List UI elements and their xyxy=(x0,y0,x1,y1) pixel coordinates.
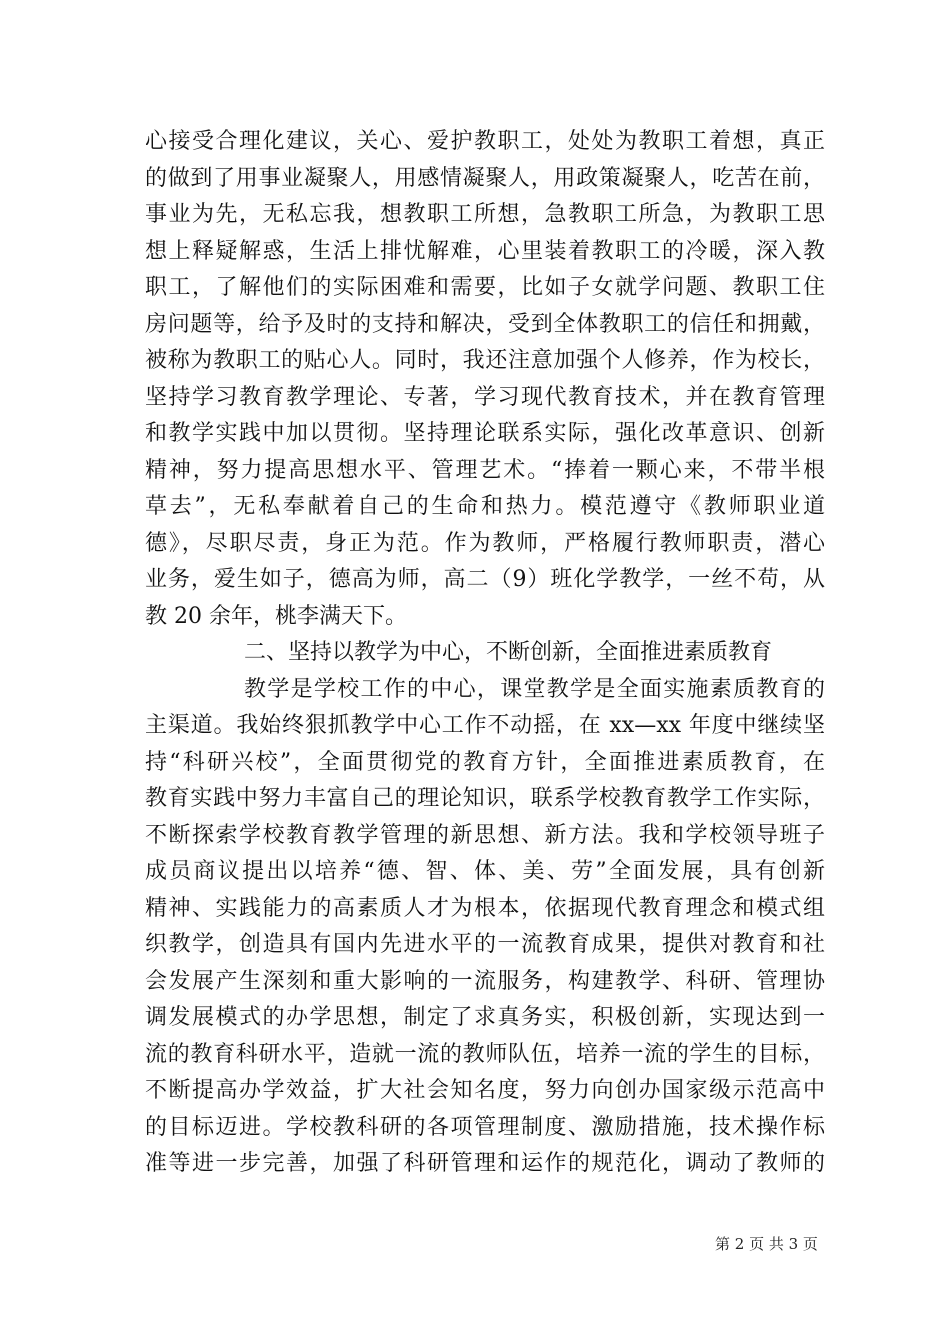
paragraph-line: 的目标迈进。学校教科研的各项管理制度、激励措施，技术操作标 xyxy=(145,1115,825,1140)
paragraph-line: 房问题等，给予及时的支持和解决，受到全体教职工的信任和拥戴， xyxy=(145,312,825,337)
paragraph-line: 主渠道。我始终狠抓教学中心工作不动摇，在 xx—xx 年度中继续坚 xyxy=(145,713,825,738)
paragraph-line: 教育实践中努力丰富自己的理论知识，联系学校教育教学工作实际， xyxy=(145,786,825,811)
paragraph-line: 精神、实践能力的高素质人才为根本，依据现代教育理念和模式组 xyxy=(145,896,825,921)
paragraph-line: 不断探索学校教育教学管理的新思想、新方法。我和学校领导班子 xyxy=(145,823,825,848)
paragraph-line: 的做到了用事业凝聚人，用感情凝聚人，用政策凝聚人，吃苦在前， xyxy=(145,166,825,191)
paragraph-line: 坚持学习教育教学理论、专著，学习现代教育技术，并在教育管理 xyxy=(145,385,825,410)
paragraph-line: 调发展模式的办学思想，制定了求真务实，积极创新，实现达到一 xyxy=(145,1005,825,1030)
paragraph-line: 业务，爱生如子，德高为师，高二（9）班化学教学，一丝不苟，从 xyxy=(145,567,825,592)
paragraph-line: 草去”，无私奉献着自己的生命和热力。模范遵守《教师职业道 xyxy=(145,494,825,519)
paragraph-line: 织教学，创造具有国内先进水平的一流教育成果，提供对教育和社 xyxy=(145,932,825,957)
paragraph-line: 德》，尽职尽责，身正为范。作为教师，严格履行教师职责，潜心 xyxy=(145,531,825,556)
paragraph-line: 想上释疑解惑，生活上排忧解难，心里装着教职工的冷暖，深入教 xyxy=(145,239,825,264)
paragraph-line: 事业为先，无私忘我，想教职工所想，急教职工所急，为教职工思 xyxy=(145,202,825,227)
paragraph-line: 流的教育科研水平，造就一流的教师队伍，培养一流的学生的目标， xyxy=(145,1042,825,1067)
paragraph-line: 持“科研兴校”，全面贯彻党的教育方针，全面推进素质教育，在 xyxy=(145,750,825,775)
paragraph-line: 职工，了解他们的实际困难和需要，比如子女就学问题、教职工住 xyxy=(145,275,825,300)
paragraph-line: 不断提高办学效益，扩大社会知名度，努力向创办国家级示范高中 xyxy=(145,1078,825,1103)
paragraph-line: 心接受合理化建议，关心、爱护教职工，处处为教职工着想，真正 xyxy=(145,129,825,154)
paragraph-line: 会发展产生深刻和重大影响的一流服务，构建教学、科研、管理协 xyxy=(145,969,825,994)
paragraph-line: 精神，努力提高思想水平、管理艺术。“捧着一颗心来，不带半根 xyxy=(145,458,825,483)
paragraph-line: 教 20 余年，桃李满天下。 xyxy=(145,604,407,629)
page-number-footer: 第 2 页 共 3 页 xyxy=(715,1235,818,1253)
paragraph-line: 成员商议提出以培养“德、智、体、美、劳”全面发展，具有创新 xyxy=(145,859,825,884)
paragraph-line: 教学是学校工作的中心，课堂教学是全面实施素质教育的 xyxy=(244,677,825,702)
paragraph-line: 和教学实践中加以贯彻。坚持理论联系实际，强化改革意识、创新 xyxy=(145,421,825,446)
section-heading: 二、坚持以教学为中心，不断创新，全面推进素质教育 xyxy=(244,640,773,665)
paragraph-line: 被称为教职工的贴心人。同时，我还注意加强个人修养，作为校长， xyxy=(145,348,825,373)
paragraph-line: 准等进一步完善，加强了科研管理和运作的规范化，调动了教师的 xyxy=(145,1151,825,1176)
